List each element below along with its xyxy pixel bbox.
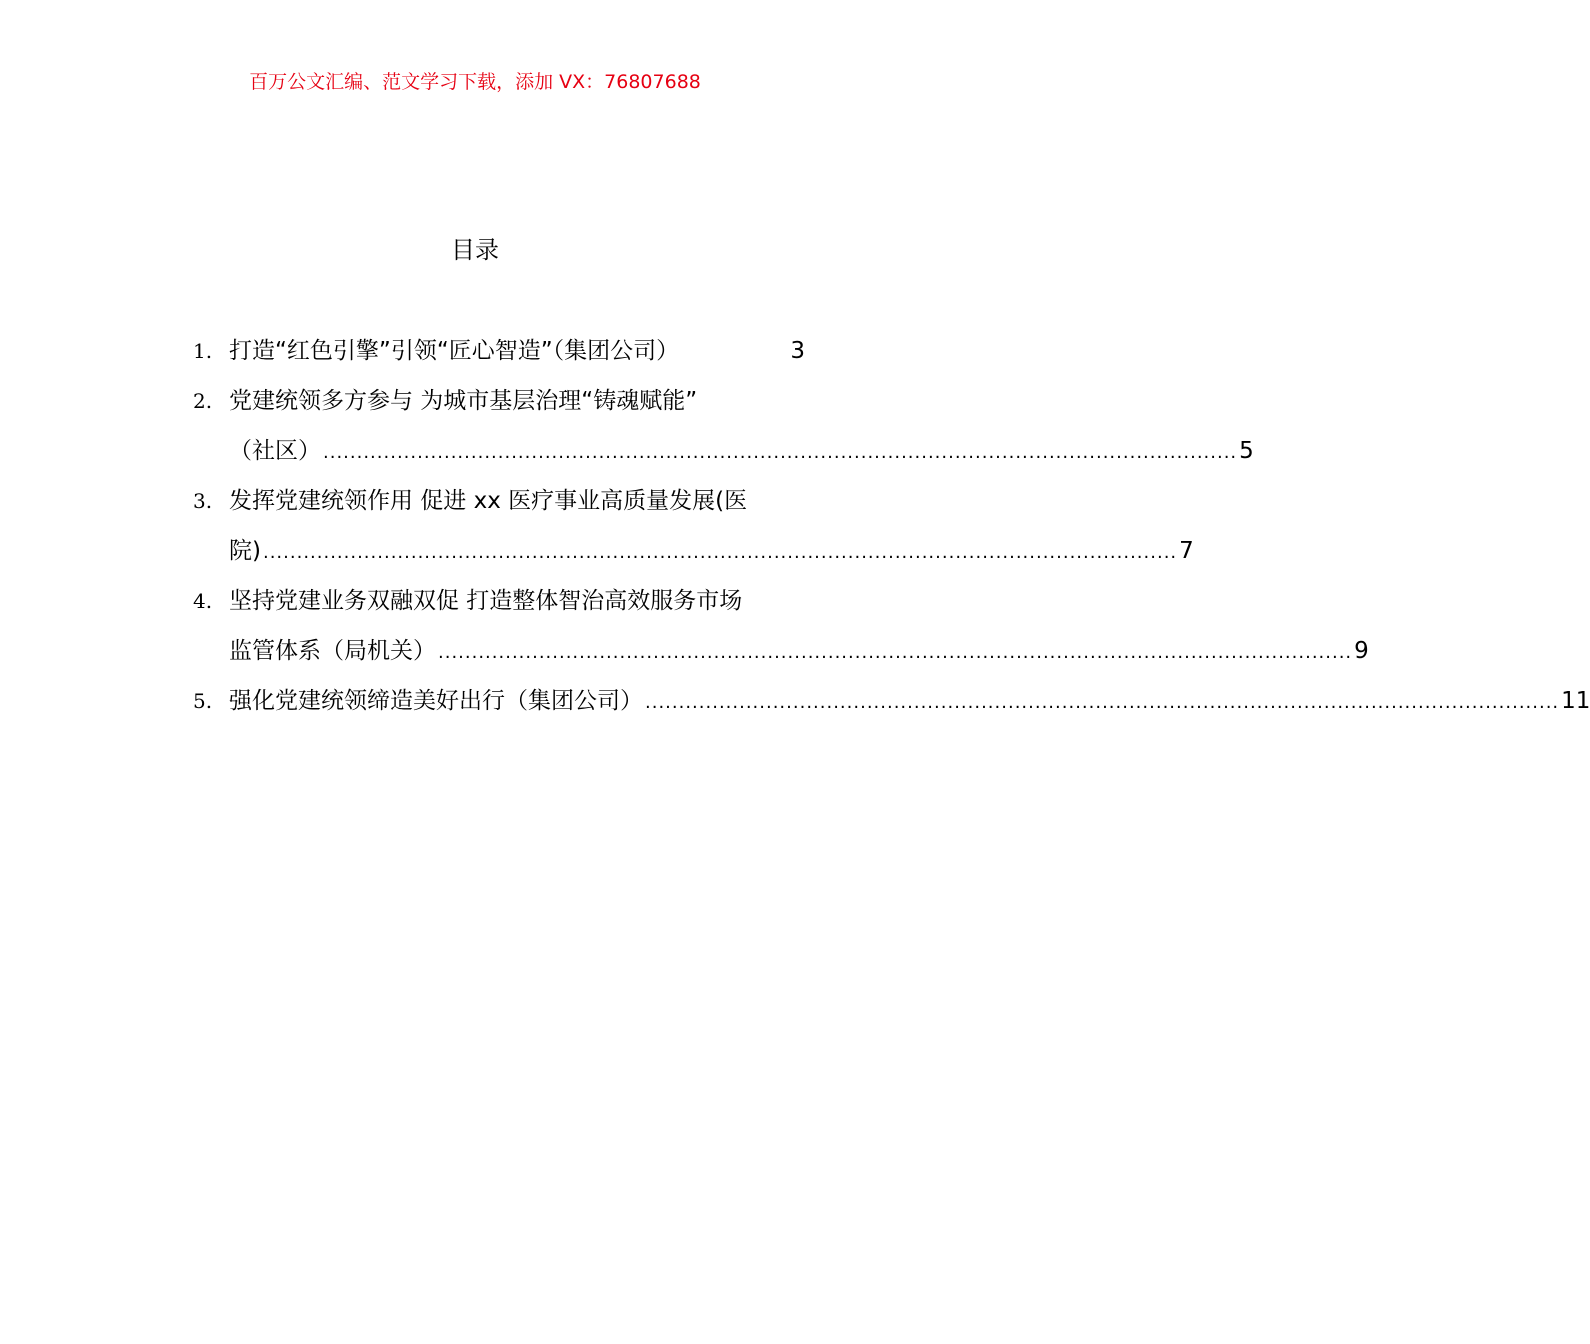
toc-entry[interactable] <box>193 326 805 376</box>
toc-leader-dots: ........................................................................................................................................ <box>323 442 1238 463</box>
toc-entry-number: 3. <box>193 489 213 513</box>
toc-entry-page: 5 <box>1239 438 1254 464</box>
toc-entry-page: 9 <box>1354 638 1369 664</box>
toc-leader-dots: ........................................................................................................................................ <box>645 692 1560 713</box>
toc-entry-page: 7 <box>1179 538 1194 564</box>
toc-entry-number: 5. <box>193 689 213 713</box>
toc-entry[interactable] <box>193 576 1369 676</box>
toc-entry-number: 1. <box>193 339 213 363</box>
toc-entry-title-continued: （社区） <box>229 438 321 464</box>
toc-entry-title: 坚持党建业务双融双促 打造整体智治高效服务市场 <box>229 588 743 614</box>
toc-entry-number: 4. <box>193 589 213 613</box>
toc-entry-title: 发挥党建统领作用 促进 xx 医疗事业高质量发展(医 <box>229 488 748 514</box>
toc-entry-title: 党建统领多方参与 为城市基层治理“铸魂赋能” <box>229 388 698 414</box>
toc-entry-title: 强化党建统领缔造美好出行（集团公司） <box>229 688 643 714</box>
toc-list <box>193 326 1590 726</box>
header-note: 百万公文汇编、范文学习下载，添加 VX：76807688 <box>249 71 701 93</box>
toc-entry-number: 2. <box>193 389 213 413</box>
toc-entry-page: 3 <box>790 338 805 364</box>
toc-entry-title: 打造“红色引擎”引领“匠心智造”（集团公司） <box>229 338 680 364</box>
toc-leader-dots: ........................................................................................................................................ <box>438 642 1353 663</box>
toc-entry-title-continued: 院) <box>229 538 261 564</box>
toc-entry[interactable] <box>193 476 1194 576</box>
toc-entry-title-continued: 监管体系（局机关） <box>229 638 436 664</box>
toc-entry-page: 11 <box>1561 688 1590 714</box>
toc-leader-dots: ........................................................................................................................................ <box>262 542 1178 563</box>
toc-title: 目录 <box>451 236 499 264</box>
toc-entry[interactable] <box>193 676 1590 726</box>
toc-entry[interactable] <box>193 376 1254 476</box>
